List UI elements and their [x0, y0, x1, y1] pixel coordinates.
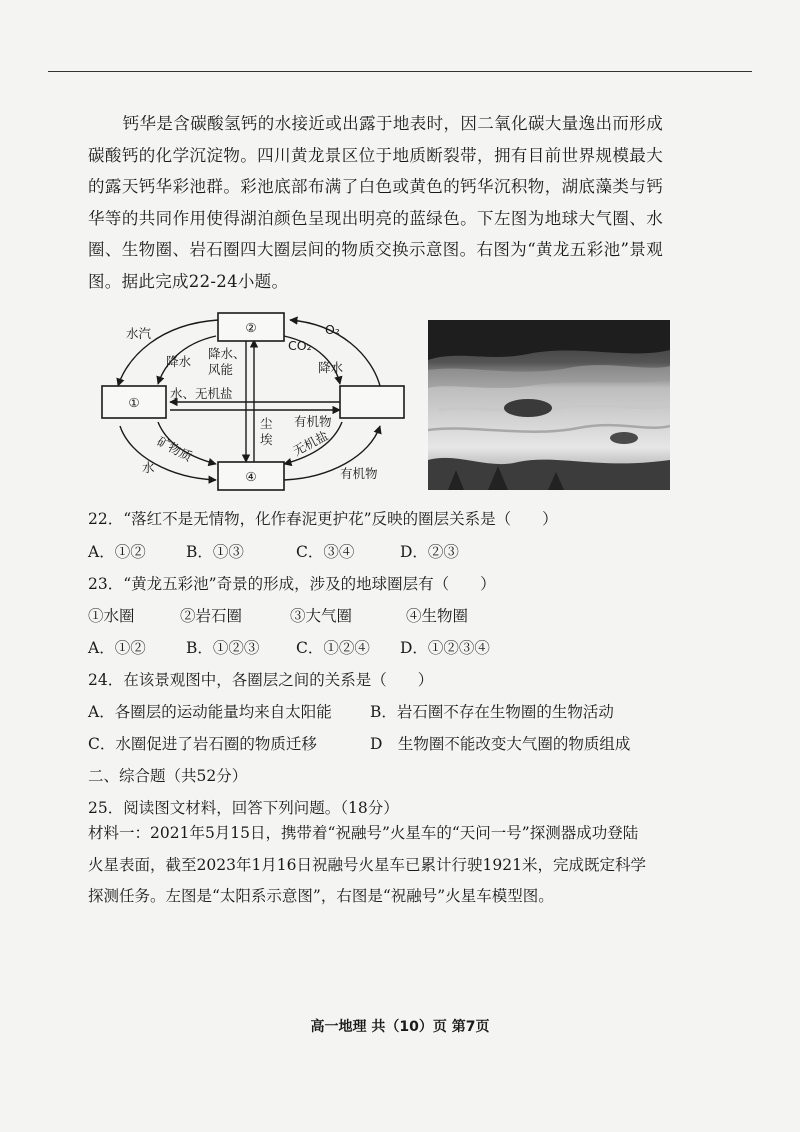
label-inorganic-salt: 无机盐: [290, 427, 331, 459]
label-precip-left: 降水: [166, 354, 192, 369]
question-22: 22．“落红不是无情物，化作春泥更护花”反映的圈层关系是（ ）: [88, 510, 558, 528]
label-dust-1: 尘: [260, 416, 273, 431]
q23-item-3: ③大气圈: [290, 607, 353, 625]
q24-option-d[interactable]: D 生物圈不能改变大气圈的物质组成: [370, 735, 631, 753]
question-23: 23．“黄龙五彩池”奇景的形成，涉及的地球圈层有（ ）: [88, 575, 496, 593]
q22-option-d[interactable]: D．②③: [400, 543, 459, 561]
reading-passage: [88, 108, 663, 297]
label-o2: O₂: [325, 322, 340, 337]
question-25: 25．阅读图文材料，回答下列问题。（18分）: [88, 799, 399, 817]
label-water-vapor: 水汽: [126, 326, 152, 341]
material-text: 材料一：2021年5月15日，携带着“祝融号”火星车的“天问一号”探测器成功登陆火星表面，截至2023年1月16日祝融号火星车已累计行驶1921米，完成既定科学探测任务。左图是“太阳系示意图”，右图是“祝融号”火星车模型图。: [88, 824, 646, 905]
label-organic-bottom: 有机物: [340, 466, 378, 481]
page-footer: 高一地理 共（10）页 第7页: [310, 1019, 490, 1035]
box-4-label: ④: [245, 469, 257, 484]
q23-option-d[interactable]: D．①②③④: [400, 639, 490, 657]
label-dust-2: 埃: [260, 432, 273, 447]
label-water-salt: 水、无机盐: [170, 386, 233, 401]
q23-option-c[interactable]: C．①②④: [296, 639, 370, 657]
box-3: [340, 386, 404, 418]
label-precip-right: 降水: [318, 360, 344, 375]
label-organic-mid: 有机物: [294, 414, 332, 429]
material-one: [88, 818, 648, 913]
section-2-heading: 二、综合题（共52分）: [88, 767, 248, 785]
label-mineral: 矿物质: [154, 433, 195, 465]
label-co2: CO₂: [288, 338, 312, 353]
q23-item-1: ①水圈: [88, 607, 135, 625]
q24-option-c[interactable]: C．水圈促进了岩石圈的物质迁移: [88, 735, 317, 753]
passage-text: 钙华是含碳酸氢钙的水接近或出露于地表时，因二氧化碳大量逸出而形成碳酸钙的化学沉淀物。四川黄龙景区位于地质断裂带，拥有目前世界规模最大的露天钙华彩池群。彩池底部布满了白色或黄色的钙华沉积物，湖底藻类与钙华等的共同作用使得湖泊颜色呈现出明亮的蓝绿色。下左图为地球大气圈、水圈、生物圈、岩石圈四大圈层间的物质交换示意图。右图为“黄龙五彩池”景观图。据此完成22-24小题。: [88, 114, 663, 291]
question-24: 24．在该景观图中，各圈层之间的关系是（ ）: [88, 671, 434, 689]
q24-option-b[interactable]: B．岩石圈不存在生物圈的生物活动: [370, 703, 614, 721]
label-precip-wind-2: 风能: [208, 362, 234, 377]
box-2-label: ②: [245, 320, 257, 335]
q22-option-b[interactable]: B．①③: [186, 543, 244, 561]
sphere-exchange-diagram: [100, 306, 410, 496]
q22-option-c[interactable]: C．③④: [296, 543, 355, 561]
q22-option-a[interactable]: A．①②: [88, 543, 146, 561]
q23-item-2: ②岩石圈: [180, 607, 243, 625]
huanglong-photo: [428, 320, 670, 490]
box-1-label: ①: [128, 395, 140, 410]
q24-option-a[interactable]: A．各圈层的运动能量均来自太阳能: [88, 703, 332, 721]
q23-option-b[interactable]: B．①②③: [186, 639, 260, 657]
q23-item-4: ④生物圈: [406, 607, 469, 625]
q23-option-a[interactable]: A．①②: [88, 639, 146, 657]
label-precip-wind-1: 降水、: [208, 346, 246, 361]
label-water-bottom: 水: [142, 460, 155, 475]
header-rule: [48, 71, 752, 72]
